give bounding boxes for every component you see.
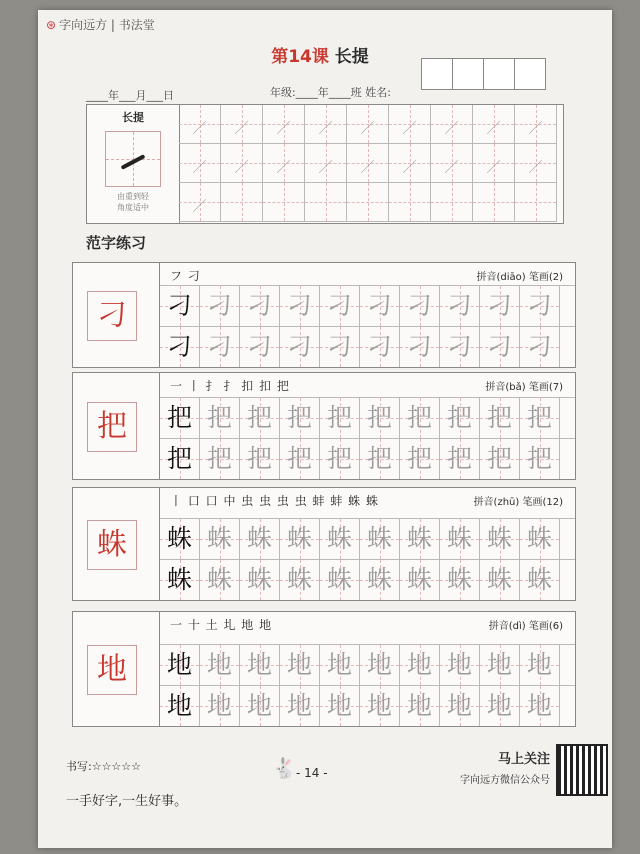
practice-cell[interactable]: ／ xyxy=(347,144,389,183)
stroke-demo-label: 长提 xyxy=(122,111,144,124)
practice-cell[interactable]: 地 xyxy=(240,645,280,685)
date-line: ____年___月___日 xyxy=(86,89,174,102)
practice-cell[interactable]: 蛛 xyxy=(200,560,240,600)
practice-cell[interactable]: ／ xyxy=(473,105,515,144)
model-cell: 把 xyxy=(160,398,200,438)
practice-cell[interactable]: 刁 xyxy=(200,327,240,367)
practice-cell[interactable]: ／ xyxy=(431,144,473,183)
practice-cell[interactable]: ／ xyxy=(347,105,389,144)
practice-cell[interactable]: 蛛 xyxy=(440,560,480,600)
practice-cell[interactable]: 把 xyxy=(480,398,520,438)
stroke-hint-2: 角度适中 xyxy=(117,203,149,212)
slogan: 一手好字,一生好事。 xyxy=(66,794,188,809)
practice-cell[interactable]: 把 xyxy=(320,398,360,438)
practice-cell[interactable]: 地 xyxy=(400,686,440,726)
model-cell: 把 xyxy=(160,439,200,479)
practice-cell[interactable]: 把 xyxy=(200,439,240,479)
model-character: 地 xyxy=(87,645,137,695)
practice-cell[interactable]: 把 xyxy=(200,398,240,438)
practice-cell[interactable]: 地 xyxy=(240,686,280,726)
practice-cell[interactable]: 地 xyxy=(320,686,360,726)
follow-heading: 马上关注 xyxy=(497,752,550,767)
practice-cell[interactable]: 地 xyxy=(200,686,240,726)
practice-cell[interactable]: ／ xyxy=(515,144,557,183)
rating-stars: 书写:☆☆☆☆☆ xyxy=(66,760,142,773)
practice-cell[interactable]: 蛛 xyxy=(320,560,360,600)
page-number: - 14 - xyxy=(296,766,328,780)
practice-cell[interactable]: 刁 xyxy=(520,327,560,367)
practice-cell[interactable]: 刁 xyxy=(320,286,360,326)
character-block xyxy=(72,262,576,368)
practice-area xyxy=(159,488,575,600)
grade-line: 年级:____年____班 姓名: xyxy=(270,86,391,99)
practice-cell[interactable]: 蛛 xyxy=(360,519,400,559)
practice-cell[interactable]: 把 xyxy=(400,439,440,479)
model-cell: 蛛 xyxy=(160,560,200,600)
stroke-order: フ 刁 xyxy=(170,269,201,283)
practice-cell[interactable]: 蛛 xyxy=(400,560,440,600)
practice-cell[interactable]: 刁 xyxy=(280,286,320,326)
practice-cell[interactable]: 蛛 xyxy=(280,519,320,559)
practice-cell[interactable]: 把 xyxy=(400,398,440,438)
model-cell: 刁 xyxy=(160,286,200,326)
practice-cell[interactable]: ／ xyxy=(263,105,305,144)
practice-cell[interactable] xyxy=(431,183,473,222)
practice-cell[interactable]: 地 xyxy=(200,645,240,685)
practice-cell[interactable]: 蛛 xyxy=(200,519,240,559)
practice-cell[interactable]: 刁 xyxy=(440,327,480,367)
stroke-order: 一 十 土 圠 地 地 xyxy=(170,618,273,632)
stroke-demo-grid xyxy=(105,131,161,187)
model-character: 刁 xyxy=(87,291,137,341)
practice-cell[interactable]: 地 xyxy=(400,645,440,685)
rabbit-icon: 🐇 xyxy=(272,756,297,780)
character-block xyxy=(72,372,576,480)
practice-cell[interactable] xyxy=(473,183,515,222)
practice-cell[interactable]: 把 xyxy=(280,439,320,479)
practice-cell[interactable]: 蛛 xyxy=(240,519,280,559)
name-box[interactable] xyxy=(421,58,453,90)
practice-cell[interactable]: 刁 xyxy=(480,327,520,367)
model-cell: 地 xyxy=(160,645,200,685)
practice-cell[interactable]: 刁 xyxy=(480,286,520,326)
practice-cell[interactable]: 蛛 xyxy=(440,519,480,559)
practice-cell[interactable]: 刁 xyxy=(520,286,560,326)
practice-area xyxy=(159,263,575,367)
practice-cell[interactable]: 把 xyxy=(440,398,480,438)
practice-cell[interactable]: ／ xyxy=(473,144,515,183)
brand-name-2: 书法堂 xyxy=(118,18,155,32)
practice-cell[interactable]: 把 xyxy=(360,398,400,438)
practice-cell[interactable]: 把 xyxy=(480,439,520,479)
practice-cell[interactable]: 把 xyxy=(440,439,480,479)
practice-cell[interactable]: 蛛 xyxy=(280,560,320,600)
practice-cell[interactable] xyxy=(515,183,557,222)
practice-cell[interactable]: 刁 xyxy=(440,286,480,326)
practice-cell[interactable]: 蛛 xyxy=(480,560,520,600)
practice-cell[interactable]: ／ xyxy=(179,183,221,222)
lesson-topic: 长提 xyxy=(334,47,369,67)
practice-cell[interactable]: ／ xyxy=(389,105,431,144)
stroke-order: 丨 口 口 中 虫 虫 虫 虫 蚌 蚌 蛛 蛛 xyxy=(170,494,379,508)
pinyin-stroke-count: 拼音(bǎ) 笔画(7) xyxy=(485,382,563,393)
stroke-practice-grid[interactable] xyxy=(179,105,557,222)
qr-code-icon[interactable] xyxy=(556,744,608,796)
stroke-practice-box xyxy=(86,104,564,224)
practice-cell[interactable]: ／ xyxy=(263,144,305,183)
practice-cell[interactable]: 地 xyxy=(280,645,320,685)
practice-cell[interactable]: 蛛 xyxy=(520,560,560,600)
practice-cell[interactable]: 把 xyxy=(520,398,560,438)
practice-cell[interactable]: 蛛 xyxy=(480,519,520,559)
name-box[interactable] xyxy=(452,58,484,90)
model-cell: 刁 xyxy=(160,327,200,367)
brand-logo: ⊛ 字向远方 | 书法堂 xyxy=(46,18,155,32)
practice-cell[interactable]: 把 xyxy=(360,439,400,479)
practice-area xyxy=(159,373,575,479)
practice-cell[interactable]: 地 xyxy=(440,686,480,726)
practice-cell[interactable]: ／ xyxy=(179,144,221,183)
practice-cell[interactable]: 地 xyxy=(360,645,400,685)
practice-cell[interactable]: 蛛 xyxy=(400,519,440,559)
practice-cell[interactable]: 把 xyxy=(320,439,360,479)
practice-cell[interactable]: 刁 xyxy=(240,327,280,367)
practice-cell[interactable]: 地 xyxy=(440,645,480,685)
model-character: 蛛 xyxy=(87,520,137,570)
practice-cell[interactable]: 蛛 xyxy=(320,519,360,559)
practice-cell[interactable]: 蛛 xyxy=(240,560,280,600)
practice-cell[interactable]: 刁 xyxy=(400,327,440,367)
practice-cell[interactable]: 地 xyxy=(280,686,320,726)
practice-cell[interactable] xyxy=(305,183,347,222)
practice-cell[interactable]: 地 xyxy=(520,645,560,685)
brand-icon: ⊛ xyxy=(46,18,57,32)
name-box[interactable] xyxy=(483,58,515,90)
lesson-number: 第14课 xyxy=(271,47,329,67)
practice-cell[interactable]: 把 xyxy=(240,439,280,479)
follow-box xyxy=(410,748,550,786)
practice-cell[interactable]: 地 xyxy=(520,686,560,726)
practice-cell[interactable]: 刁 xyxy=(400,286,440,326)
practice-cell[interactable]: ／ xyxy=(221,144,263,183)
stroke-hint-1: 由重到轻 xyxy=(117,192,149,201)
name-box[interactable] xyxy=(514,58,546,90)
practice-cell[interactable]: 刁 xyxy=(360,327,400,367)
model-cell: 地 xyxy=(160,686,200,726)
brand-name: 字向远方 xyxy=(59,18,108,32)
character-block xyxy=(72,487,576,601)
pinyin-stroke-count: 拼音(zhū) 笔画(12) xyxy=(473,497,563,508)
practice-cell[interactable]: 刁 xyxy=(200,286,240,326)
practice-cell[interactable]: ／ xyxy=(431,105,473,144)
practice-cell[interactable]: ／ xyxy=(221,105,263,144)
practice-cell[interactable] xyxy=(263,183,305,222)
practice-cell[interactable]: ／ xyxy=(389,144,431,183)
practice-cell[interactable]: 地 xyxy=(320,645,360,685)
model-character: 把 xyxy=(87,402,137,452)
practice-cell[interactable]: 把 xyxy=(280,398,320,438)
pinyin-stroke-count: 拼音(dì) 笔画(6) xyxy=(488,621,563,632)
practice-cell[interactable] xyxy=(221,183,263,222)
practice-cell[interactable]: 刁 xyxy=(280,327,320,367)
stroke-order: 一 丨 扌 扌 扣 扣 把 xyxy=(170,379,290,393)
practice-cell[interactable]: 刁 xyxy=(360,286,400,326)
practice-cell[interactable]: 地 xyxy=(480,645,520,685)
practice-area xyxy=(159,612,575,726)
practice-cell[interactable] xyxy=(347,183,389,222)
model-cell: 蛛 xyxy=(160,519,200,559)
pinyin-stroke-count: 拼音(diāo) 笔画(2) xyxy=(476,272,563,283)
name-grid[interactable] xyxy=(422,58,546,90)
practice-cell[interactable]: 把 xyxy=(240,398,280,438)
practice-cell[interactable]: ／ xyxy=(179,105,221,144)
practice-cell[interactable]: 刁 xyxy=(320,327,360,367)
practice-cell[interactable]: 蛛 xyxy=(520,519,560,559)
practice-cell[interactable]: 地 xyxy=(360,686,400,726)
practice-cell[interactable] xyxy=(389,183,431,222)
practice-cell[interactable]: 地 xyxy=(480,686,520,726)
stroke-demo xyxy=(87,105,180,223)
character-block xyxy=(72,611,576,727)
practice-cell[interactable]: 把 xyxy=(520,439,560,479)
follow-account: 字向远方微信公众号 xyxy=(460,775,550,786)
section-title: 范字练习 xyxy=(86,234,147,252)
practice-cell[interactable]: ／ xyxy=(305,144,347,183)
practice-cell[interactable]: ／ xyxy=(515,105,557,144)
practice-cell[interactable]: 蛛 xyxy=(360,560,400,600)
practice-cell[interactable]: 刁 xyxy=(240,286,280,326)
practice-cell[interactable]: ／ xyxy=(305,105,347,144)
